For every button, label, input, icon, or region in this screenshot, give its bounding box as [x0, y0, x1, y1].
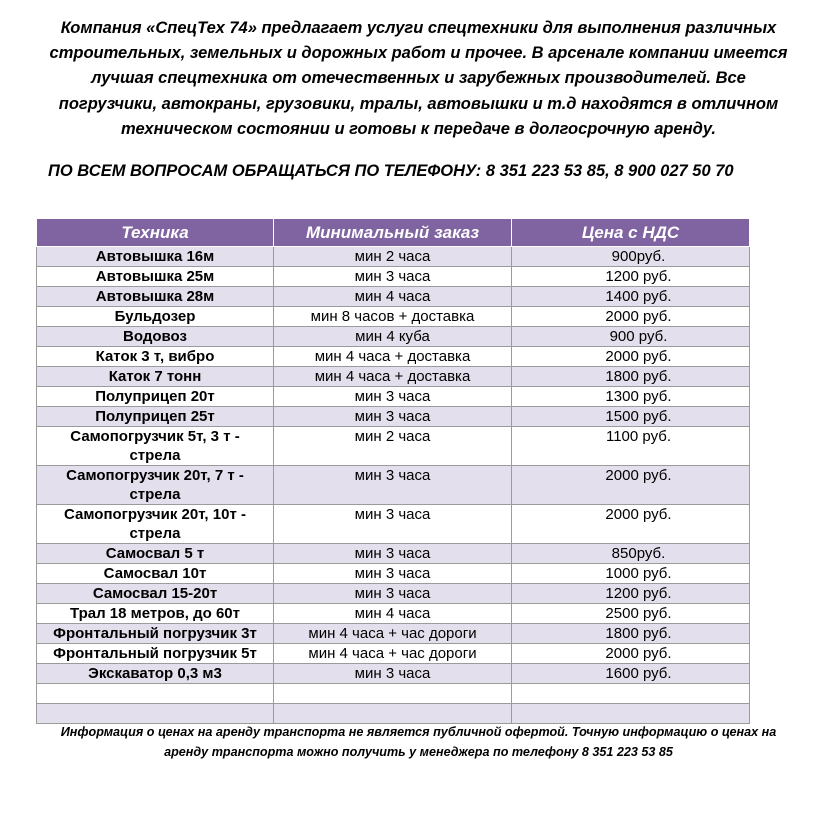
- price-cell: 2500 руб.: [512, 604, 750, 624]
- min-order-cell: мин 4 часа + час дороги: [274, 644, 512, 664]
- min-order-cell: мин 2 часа: [274, 427, 512, 466]
- table-row: [37, 466, 750, 505]
- equipment-cell: [37, 307, 274, 327]
- price-cell: 1600 руб.: [512, 664, 750, 684]
- table-row: [37, 564, 750, 584]
- equipment-name: Каток 7 тонн: [108, 368, 202, 385]
- intro-line: лучшая спецтехника от отечественных и зарубежных производителей. Все: [91, 69, 746, 88]
- equipment-name: стрела: [129, 486, 181, 503]
- min-order-cell: мин 3 часа: [274, 267, 512, 287]
- table-row: [37, 604, 750, 624]
- price-cell: 1500 руб.: [512, 407, 750, 427]
- price-cell: 2000 руб.: [512, 307, 750, 327]
- equipment-cell: [37, 367, 274, 387]
- table-row: [37, 407, 750, 427]
- table-row: [37, 684, 750, 704]
- price-cell: 1800 руб.: [512, 624, 750, 644]
- equipment-cell: [37, 287, 274, 307]
- column-header-price: Цена с НДС: [512, 219, 750, 247]
- equipment-name: стрела: [129, 525, 181, 542]
- equipment-name: Экскаватор 0,3 м3: [88, 665, 222, 682]
- price-cell: [512, 684, 750, 704]
- equipment-name: Автовышка 28м: [95, 288, 215, 305]
- table-row: [37, 704, 750, 724]
- price-table-body: [37, 247, 750, 724]
- price-cell: 850руб.: [512, 544, 750, 564]
- equipment-cell: [37, 664, 274, 684]
- price-cell: 900руб.: [512, 247, 750, 267]
- contact-phone-line: ПО ВСЕМ ВОПРОСАМ ОБРАЩАТЬСЯ ПО ТЕЛЕФОНУ: 8 351 223 53 85, 8 900 027 50 70: [48, 162, 734, 180]
- equipment-name: Самосвал 5 т: [105, 545, 205, 562]
- disclaimer-line: аренду транспорта можно получить у менеджера по телефону 8 351 223 53 85: [164, 745, 673, 759]
- equipment-name: стрела: [129, 447, 181, 464]
- table-row: [37, 624, 750, 644]
- min-order-cell: мин 3 часа: [274, 564, 512, 584]
- equipment-cell: [37, 327, 274, 347]
- table-row: [37, 644, 750, 664]
- equipment-name: Самосвал 10т: [103, 565, 207, 582]
- min-order-cell: мин 3 часа: [274, 407, 512, 427]
- table-row: [37, 267, 750, 287]
- equipment-name: [39, 684, 271, 703]
- min-order-cell: мин 3 часа: [274, 664, 512, 684]
- intro-line: строительных, земельных и дорожных работ и прочее. В арсенале компании имеется: [49, 44, 788, 63]
- table-row: [37, 664, 750, 684]
- equipment-name: Водовоз: [123, 328, 187, 345]
- price-cell: 1200 руб.: [512, 584, 750, 604]
- equipment-cell: [37, 564, 274, 584]
- equipment-cell: [37, 604, 274, 624]
- min-order-cell: мин 3 часа: [274, 466, 512, 505]
- min-order-cell: мин 8 часов + доставка: [274, 307, 512, 327]
- price-cell: 1100 руб.: [512, 427, 750, 466]
- equipment-name: Бульдозер: [114, 308, 196, 325]
- price-cell: 900 руб.: [512, 327, 750, 347]
- equipment-cell: [37, 505, 274, 544]
- table-row: [37, 327, 750, 347]
- equipment-name: Самосвал 15-20т: [92, 585, 218, 602]
- min-order-cell: [274, 704, 512, 724]
- equipment-cell: [37, 704, 274, 724]
- price-cell: 1200 руб.: [512, 267, 750, 287]
- intro-line: техническом состоянии и готовы к передаче в долгосрочную аренду.: [121, 119, 716, 138]
- equipment-cell: [37, 387, 274, 407]
- equipment-name: Полуприцеп 25т: [95, 408, 215, 425]
- table-header-row: [37, 219, 750, 247]
- table-row: [37, 307, 750, 327]
- price-cell: 1400 руб.: [512, 287, 750, 307]
- min-order-cell: мин 4 часа + доставка: [274, 347, 512, 367]
- min-order-cell: мин 4 часа: [274, 604, 512, 624]
- table-row: [37, 544, 750, 564]
- equipment-cell: [37, 347, 274, 367]
- price-cell: 1300 руб.: [512, 387, 750, 407]
- table-row: [37, 427, 750, 466]
- equipment-cell: [37, 624, 274, 644]
- equipment-cell: [37, 267, 274, 287]
- equipment-name: Самопогрузчик 20т, 10т -: [64, 506, 246, 523]
- min-order-cell: мин 2 часа: [274, 247, 512, 267]
- min-order-cell: мин 3 часа: [274, 387, 512, 407]
- equipment-cell: [37, 684, 274, 704]
- price-cell: 2000 руб.: [512, 505, 750, 544]
- equipment-name: Самопогрузчик 5т, 3 т -: [70, 428, 240, 445]
- equipment-name: Самопогрузчик 20т, 7 т -: [66, 467, 244, 484]
- table-row: [37, 584, 750, 604]
- equipment-name: Полуприцеп 20т: [95, 388, 215, 405]
- min-order-cell: мин 4 куба: [274, 327, 512, 347]
- price-cell: 2000 руб.: [512, 466, 750, 505]
- equipment-cell: [37, 584, 274, 604]
- equipment-name: Трал 18 метров, до 60т: [70, 605, 240, 622]
- intro-line: погрузчики, автокраны, грузовики, тралы, автовышки и т.д находятся в отличном: [58, 94, 779, 113]
- disclaimer: [30, 722, 807, 762]
- table-row: [37, 367, 750, 387]
- min-order-cell: мин 4 часа: [274, 287, 512, 307]
- intro-paragraph: [20, 16, 817, 142]
- equipment-name: Автовышка 16м: [95, 248, 215, 265]
- intro-line: Компания «СпецТех 74» предлагает услуги спецтехники для выполнения различных: [60, 19, 777, 37]
- price-cell: 2000 руб.: [512, 644, 750, 664]
- equipment-cell: [37, 644, 274, 664]
- equipment-name: [39, 704, 271, 723]
- equipment-cell: [37, 247, 274, 267]
- table-row: [37, 287, 750, 307]
- table-row: [37, 387, 750, 407]
- table-row: [37, 347, 750, 367]
- price-cell: 1000 руб.: [512, 564, 750, 584]
- disclaimer-line: Информация о ценах на аренду транспорта не является публичной офертой. Точную информацию о ценах на: [60, 725, 777, 739]
- equipment-cell: [37, 407, 274, 427]
- equipment-cell: [37, 466, 274, 505]
- price-table: [36, 218, 750, 724]
- min-order-cell: мин 3 часа: [274, 505, 512, 544]
- equipment-name: Каток 3 т, вибро: [95, 348, 215, 365]
- price-cell: 1800 руб.: [512, 367, 750, 387]
- equipment-name: Фронтальный погрузчик 5т: [53, 645, 257, 662]
- price-cell: 2000 руб.: [512, 347, 750, 367]
- min-order-cell: [274, 684, 512, 704]
- column-header-equipment: Техника: [37, 219, 274, 247]
- min-order-cell: мин 3 часа: [274, 584, 512, 604]
- table-row: [37, 247, 750, 267]
- min-order-cell: мин 4 часа + доставка: [274, 367, 512, 387]
- table-row: [37, 505, 750, 544]
- price-cell: [512, 704, 750, 724]
- equipment-cell: [37, 544, 274, 564]
- min-order-cell: мин 4 часа + час дороги: [274, 624, 512, 644]
- min-order-cell: мин 3 часа: [274, 544, 512, 564]
- column-header-min-order: Минимальный заказ: [274, 219, 512, 247]
- equipment-name: Фронтальный погрузчик 3т: [53, 625, 257, 642]
- equipment-cell: [37, 427, 274, 466]
- equipment-name: Автовышка 25м: [95, 268, 215, 285]
